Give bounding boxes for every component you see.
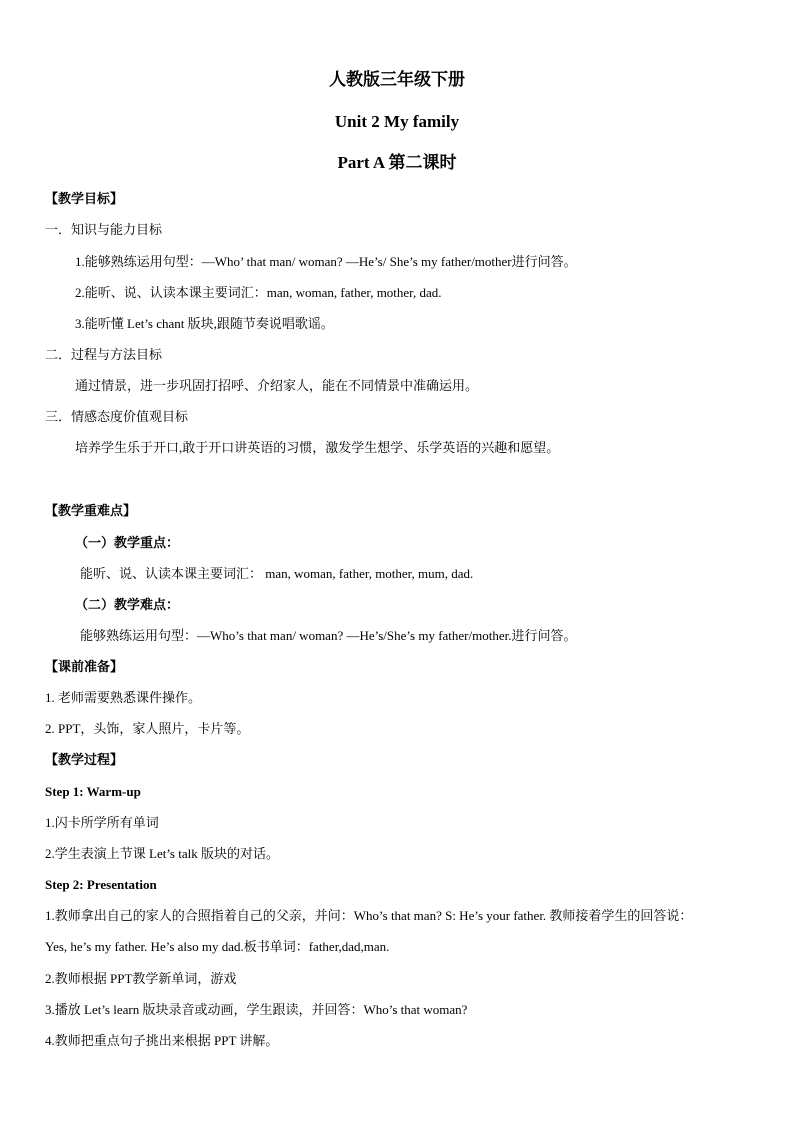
prep-heading: 【课前准备】 [45,659,124,674]
step-1-item-2: 2.学生表演上节课 Let’s talk 版块的对话。 [45,846,279,861]
step-2-item-3: 3.播放 Let’s learn 版块录音或动画，学生跟读，并回答：Who’s that woman? [45,1002,468,1017]
prep-item-1: 1. 老师需要熟悉课件操作。 [45,690,202,705]
step-2-item-2: 2.教师根据 PPT教学新单词，游戏 [45,971,237,986]
objective-3-item-1: 培养学生乐于开口,敢于开口讲英语的习惯，激发学生想学、乐学英语的兴趣和愿望。 [75,440,560,455]
unit-title: Unit 2 My family [334,112,460,131]
step-2-title: Step 2: Presentation [45,877,157,892]
lesson-title: Part A 第二课时 [337,153,457,172]
process-heading: 【教学过程】 [45,752,124,767]
objective-1-item-2: 2.能听、说、认读本课主要词汇：man, woman, father, mother, dad. [75,285,442,300]
objective-section-2-title: 二．过程与方法目标 [45,347,163,362]
step-2-item-1-line-1: 1.教师拿出自己的家人的合照指着自己的父亲，并问：Who’s that man? S: He’s your father. 教师接着学生的回答说： [45,908,693,923]
document-title: 人教版三年级下册 [329,70,465,89]
keypoints-heading: 【教学重难点】 [45,503,137,518]
teaching-difficulty-text: 能够熟练运用句型：—Who’s that man/ woman? —He’s/She’s my father/mother.进行问答。 [80,628,577,643]
objectives-heading: 【教学目标】 [45,191,124,206]
objective-section-3-title: 三．情感态度价值观目标 [45,409,189,424]
teaching-focus-text: 能听、说、认读本课主要词汇： man, woman, father, mother, mum, dad. [80,566,474,581]
step-2-item-1-line-2: Yes, he’s my father. He’s also my dad.板书单词：father,dad,man. [45,939,390,954]
objective-section-1-title: 一．知识与能力目标 [45,222,163,237]
objective-1-item-3: 3.能听懂 Let’s chant 版块,跟随节奏说唱歌谣。 [75,316,334,331]
step-2-item-4: 4.教师把重点句子挑出来根据 PPT 讲解。 [45,1033,279,1048]
step-1-title: Step 1: Warm-up [45,784,141,799]
step-1-item-1: 1.闪卡所学所有单词 [45,815,159,830]
teaching-difficulty-title: （二）教学难点： [75,597,180,612]
teaching-focus-title: （一）教学重点： [75,535,180,550]
prep-item-2: 2. PPT，头饰，家人照片，卡片等。 [45,721,250,736]
objective-1-item-1: 1.能够熟练运用句型：—Who’ that man/ woman? —He’s/ She’s my father/mother进行问答。 [75,254,577,269]
objective-2-item-1: 通过情景，进一步巩固打招呼、介绍家人，能在不同情景中准确运用。 [75,378,479,393]
